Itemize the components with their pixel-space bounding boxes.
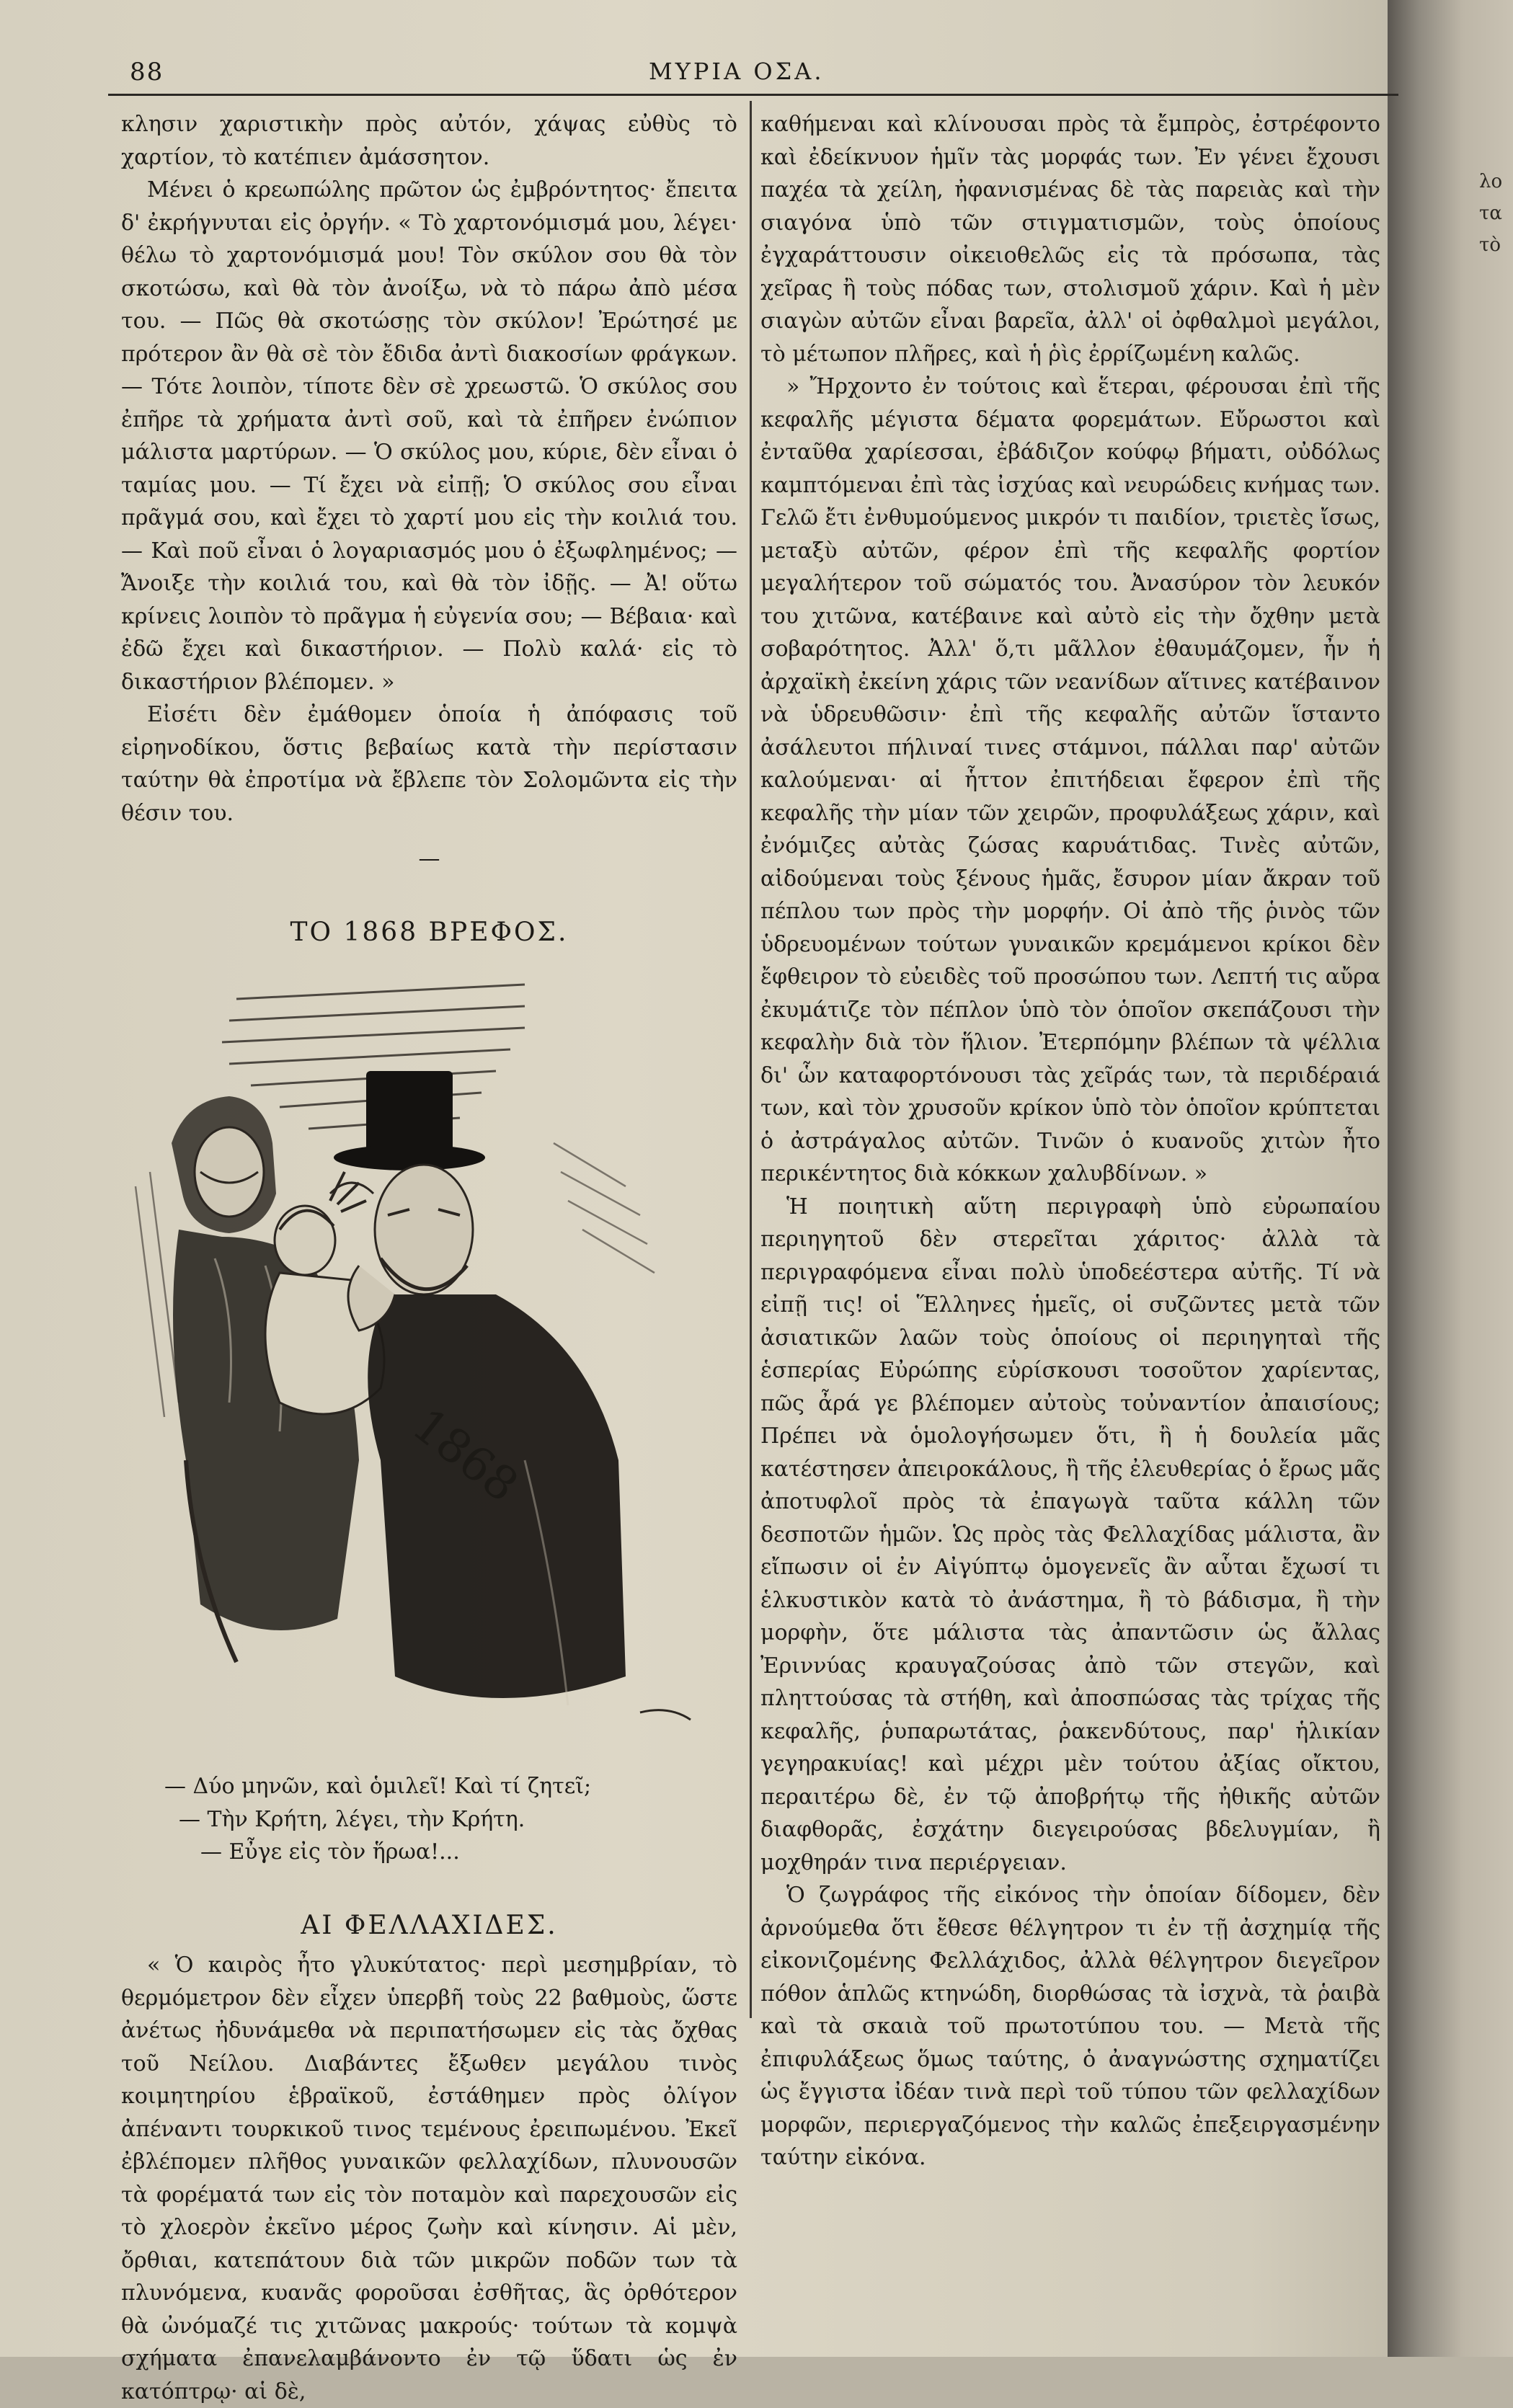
adjacent-fragment: τὸ [1479,234,1501,256]
paragraph: Ἡ ποιητικὴ αὕτη περιγραφὴ ὑπὸ εὐρωπαίου περιηγητοῦ δὲν στερεῖται χάριτος· ἀλλὰ τὰ περιγραφόμενα εἶναι πολὺ ὑποδεέστερα αὐτῆς. Τί νὰ εἰπῇ τις! οἱ Ἕλληνες ἡμεῖς, οἱ συζῶντες μετὰ τῶν ἀσιατικῶν λαῶν τοὺς ὁποίους οἱ περιηγηταὶ τῆς ἑσπερίας Εὐρώπης εὑρίσκουσι τοσοῦτον χαρίεντας, πῶς ἆρά γε βλέπομεν αὐτοὺς τοὐναντίον ἀπαισίους; Πρέπει νὰ ὁμολογήσωμεν ὅτι, ἢ ἡ δουλεία μᾶς κατέστησεν ἀπειροκάλους, ἢ τῆς ἐλευθερίας ὁ ἔρως μᾶς ἀποτυφλοῖ πρὸς τὰ ἐπαγωγὰ ταῦτα κάλλη τῶν δεσποτῶν ἡμῶν. Ὡς πρὸς τὰς Φελλαχίδας μάλιστα, ἂν εἴπωσιν οἱ ἐν Αἰγύπτῳ ὁμογενεῖς ἂν αὗται ἔχωσί τι ἑλκυστικὸν κατὰ τὸ ἀνάστημα, ἢ τὸ βάδισμα, ἢ τὴν μορφὴν, ὅτε μάλιστα τὰς ἀπαντῶσιν ὡς ἄλλας Ἐριννύας κραυγαζούσας ἀπὸ τῶν στεγῶν, καὶ πληττούσας τὰ στήθη, καὶ ἀποσπώσας τὰς τρίχας τῆς κεφαλῆς, ῥυπαρωτάτας, ῥακενδύτους, παρ' ἡλικίαν γεγηρακυίας! καὶ μέχρι μὲν τούτου ἀξίας οἴκτου, περαιτέρω δὲ, ἐν τῷ ἀποβρήτῳ τῆς ἠθικῆς αὐτῶν διαφθορᾶς, ἐσχάτην διεγειρούσας βδελυγμίαν, ἢ μοχθηράν τινα περιέργειαν. [760,1194,1380,1875]
page-number: 88 [130,58,164,86]
header-rule [108,94,1398,96]
paragraph: Μένει ὁ κρεωπώλης πρῶτον ὡς ἐμβρόντητος· ἔπειτα δ' ἐκρήγνυται εἰς ὀργήν. « Τὸ χαρτονόμισμά μου, λέγει· θέλω τὸ χαρτονόμισμά μου! Τὸν σκύλον σου θὰ τὸν σκοτώσω, καὶ θὰ τὸν ἀνοίξω, νὰ τὸ πάρω ἀπὸ μέσα του. — Πῶς θὰ σκοτώσῃς τὸν σκύλον! Ἐρώτησέ με πρότερον ἂν θὰ σὲ τὸν ἔδιδα ἀντὶ διακοσίων φράγκων. — Τότε λοιπὸν, τίποτε δὲν σὲ χρεωστῶ. Ὁ σκύλος σου ἐπῆρε τὰ χρήματα ἀντὶ σοῦ, καὶ τὰ ἐπῆρεν ἐνώπιον μάλιστα μαρτύρων. — Ὁ σκύλος μου, κύριε, δὲν εἶναι ὁ ταμίας μου. — Τί ἔχει νὰ εἰπῇ; Ὁ σκύλος σου εἶναι πρᾶγμά σου, καὶ ἔχει τὸ χαρτί μου εἰς τὴν κοιλιά του. — Καὶ ποῦ εἶναι ὁ λογαριασμός μου ὁ ἐξωφλημένος; — Ἄνοιξε τὴν κοιλιά του, καὶ θὰ τὸν ἰδῇς. — Ἀ! οὕτω κρίνεις λοιπὸν τὸ πρᾶγμα ἡ εὐγενία σου; — Βέβαια· καὶ ἐδῶ ἔχει καὶ δικαστήριον. — Πολὺ καλά· εἰς τὸ δικαστήριον βλέπομεν. » [121,177,737,695]
adjacent-fragment: λο [1479,171,1503,192]
adjacent-page-text [1479,166,1513,261]
column-rule [750,101,752,2018]
article-intro: « Ὁ καιρὸς ἦτο γλυκύτατος· περὶ μεσημβρίαν, τὸ θερμόμετρον δὲν εἶχεν ὑπερβῆ τοὺς 22 βαθμοὺς, ὥστε ἀνέτως ἠδυνάμεθα νὰ περιπατήσωμεν εἰς τὰς ὄχθας τοῦ Νείλου. Διαβάντες ἔξωθεν μεγάλου τινὸς κοιμητηρίου ἑβραϊκοῦ, ἐστάθημεν πρὸς ὀλίγον ἀπέναντι τουρκικοῦ τινος τεμένους ἐρειπωμένου. Ἐκεῖ ἐβλέπομεν πλῆθος γυναικῶν φελλαχίδων, πλυνουσῶν τὰ φορέματά των εἰς τὸν ποταμὸν καὶ παρεχουσῶν εἰς τὸ χλοερὸν ἐκεῖνο μέρος ζωὴν καὶ κίνησιν. Αἱ μὲν, ὄρθιαι, κατεπάτουν διὰ τῶν μικρῶν ποδῶν των τὰ πλυνόμενα, κυανᾶς φοροῦσαι ἐσθῆτας, ἃς ὀρθότερον θὰ ὠνόμαζέ τις χιτῶνας μακρούς· τούτων τὰ κομψὰ σχήματα ἐπανελαμβάνοντο ἐν τῷ ὕδατι ὡς ἐν κατόπτρῳ· αἱ δὲ, [121,1952,737,2404]
journal-title: ΜΥΡΙΑ ΟΣΑ. [649,58,825,85]
caption-line: — Δύο μηνῶν, καὶ ὁμιλεῖ! Καὶ τί ζητεῖ; [164,1774,592,1799]
caption-line: — Εὖγε εἰς τὸν ἥρωα!... [200,1839,460,1865]
paragraph: Εἰσέτι δὲν ἐμάθομεν ὁποία ἡ ἀπόφασις τοῦ εἰρηνοδίκου, ὅστις βεβαίως κατὰ τὴν περίστασιν ταύτην θὰ ἐπροτίμα νὰ ἔβλεπε τὸν Σολομῶντα εἰς τὴν θέσιν του. [121,702,737,826]
paragraph: καθήμεναι καὶ κλίνουσαι πρὸς τὰ ἔμπρὸς, ἐστρέφοντο καὶ ἐδείκνυον ἡμῖν τὰς μορφάς των. Ἐν γένει ἔχουσι παχέα τὰ χείλη, ἠφανισμένας δὲ τὰς παρειὰς καὶ τὴν σιαγόνα ὑπὸ τῶν στιγματισμῶν, τοὺς ὁποίους ἐγχαράττουσιν οἰκειοθελῶς εἰς τὰ πρόσωπα, τὰς χεῖρας ἢ τοὺς πόδας των, στολισμοῦ χάριν. Καὶ ἡ μὲν σιαγὼν αὐτῶν εἶναι βαρεῖα, ἀλλ' οἱ ὀφθαλμοὶ μεγάλοι, τὸ μέτωπον πλῆρες, καὶ ἡ ῥὶς ἐρρίζωμένη καλῶς. [760,112,1380,367]
adjacent-page-edge [1388,0,1513,2357]
right-column [760,108,1380,2174]
cartoon-title: ΤΟ 1868 ΒΡΕΦΟΣ. [290,917,569,947]
cartoon-year-label: 1868 [402,1398,528,1513]
section-separator: — [418,846,440,871]
adjacent-fragment: τα [1479,203,1502,224]
paragraph: κλησιν χαριστικὴν πρὸς αὐτόν, χάψας εὐθὺς τὸ χαρτίον, τὸ κατέπιεν ἀμάσσητον. [121,112,737,170]
caption-line: — Τὴν Κρήτη, λέγει, τὴν Κρήτη. [179,1806,525,1832]
paragraph: Ὁ ζωγράφος τῆς εἰκόνος τὴν ὁποίαν δίδομεν, δὲν ἀρνούμεθα ὅτι ἔθεσε θέλγητρον τι ἐν τῇ ἀσχημίᾳ τῆς εἰκονιζομένης Φελλάχιδος, ἀλλὰ θέλγητρον διεγεῖρον πόθον ἁπλῶς κτηνώδη, διορθώσας τὰ ἰσχνὰ, τὰ ῥαιβὰ καὶ τὰ σκαιὰ τοῦ πρωτοτύπου του. — Μετὰ τῆς ἐπιφυλάξεως ὅμως ταύτης, ὁ ἀναγνώστης σχηματίζει ὡς ἔγγιστα ἰδέαν τινὰ περὶ τοῦ τύπου τῶν φελλαχίδων μορφῶν, περιεργαζόμενος τὴν καλῶς ἐπεξειργασμένην ταύτην εἰκόνα. [760,1883,1380,2170]
cartoon-drawing [121,956,737,1756]
left-column [121,108,737,2408]
cartoon-caption [121,1770,737,1869]
paragraph: » Ἤρχοντο ἐν τούτοις καὶ ἕτεραι, φέρουσαι ἐπὶ τῆς κεφαλῆς μέγιστα δέματα φορεμάτων. Εὔρωστοι καὶ ἐνταῦθα χαρίεσσαι, ἐβάδιζον κούφῳ βήματι, οὐδόλως καμπτόμεναι ἐπὶ τὰς ἰσχύας καὶ νευρώδεις κνήμας των. Γελῶ ἔτι ἐνθυμούμενος μικρόν τι παιδίον, τριετὲς ἴσως, μεταξὺ αὐτῶν, φέρον ἐπὶ τῆς κεφαλῆς φορτίον μεγαλήτερον τοῦ σώματός του. Ἀνασύρον τὸν λευκόν του χιτῶνα, κατέβαινε καὶ αὐτὸ εἰς τὴν ὄχθην μετὰ σοβαρότητος. Ἀλλ' ὅ,τι μᾶλλον ἐθαυμάζομεν, ἦν ἡ ἀρχαϊκὴ ἐκείνη χάρις τῶν νεανίδων αἵτινες κατέβαινον νὰ ὑδρευθῶσιν· ἐπὶ τῆς κεφαλῆς αὐτῶν ἵσταντο ἀσάλευτοι πήλιναί τινες στάμνοι, πάλλαι παρ' αὐτῶν καλούμεναι· αἱ ἧττον ἐπιτήδειαι ἔφερον ἐπὶ τῆς κεφαλῆς τὴν μίαν τῶν χειρῶν, προφυλάξεως χάριν, καὶ ἐνόμιζες αὐτὰς ζώσας καρυάτιδας. Τινὲς αὐτῶν, αἰδούμεναι τοὺς ξένους ἡμᾶς, ἔσυρον μίαν ἄκραν τοῦ πέπλου των πρὸς τὴν μορφήν. Οἱ ἀπὸ τῆς ῥινὸς τῶν ὑδρευομένων τούτων γυναικῶν κρεμάμενοι κρίκοι δὲν ἔφθειρον τὸ εὐειδὲς τοῦ προσώπου των. Λεπτή τις αὔρα ἐκυμάτιζε τὸν πέπλον ὑπὸ τὸν ὁποῖον σκεπάζουσι τὴν κεφαλὴν διὰ τὸν ἥλιον. Ἐτερπόμην βλέπων τὰ ψέλλια δι' ὧν καταφορτόνουσι τὰς χεῖράς των, τὰ περιδέραιά των, καὶ τὸν χρυσοῦν κρίκον ὑπὸ τὸν ὁποῖον κρύπτεται ὁ ἀστράγαλος αὐτῶν. Τινῶν ὁ κυανοῦς χιτὼν ἦτο περικέντητος διὰ κόκκων χαλυβδίνων. » [760,374,1380,1186]
running-head [0,50,1388,94]
article-title: ΑΙ ΦΕΛΛΑΧΙΔΕΣ. [301,1910,558,1940]
cartoon-illustration [121,956,737,1756]
